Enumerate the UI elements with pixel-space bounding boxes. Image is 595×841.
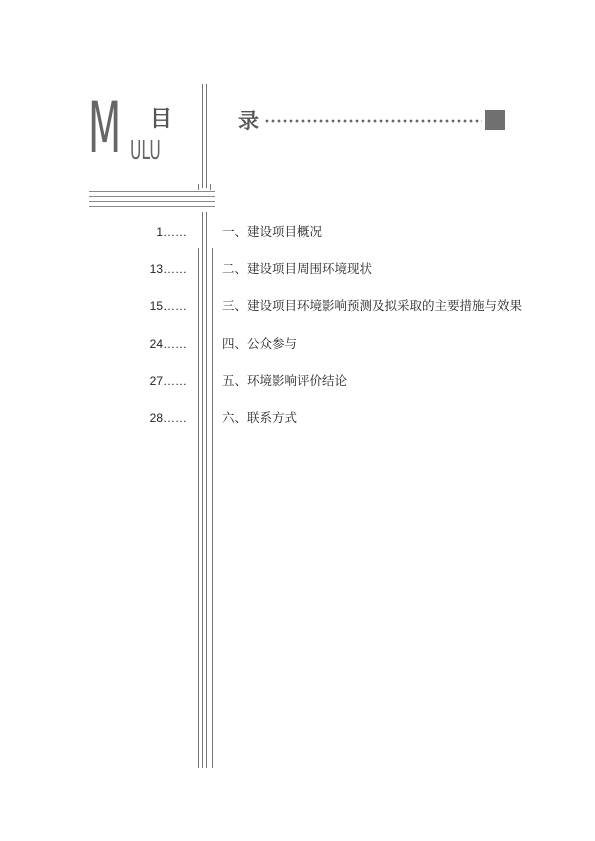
toc-page-number: 27…… bbox=[149, 374, 187, 388]
vertical-rule bbox=[198, 184, 199, 190]
vertical-rule bbox=[198, 248, 199, 768]
title-char-lu: 录 bbox=[238, 109, 259, 133]
title-pinyin: ULU bbox=[130, 136, 161, 166]
toc-entry[interactable] bbox=[0, 371, 595, 391]
toc-entry[interactable] bbox=[0, 222, 595, 242]
vertical-rule bbox=[206, 84, 207, 188]
title-char-mu: 目 bbox=[150, 107, 173, 132]
dotted-leader bbox=[264, 119, 482, 123]
toc-page-number: 15…… bbox=[149, 299, 187, 313]
toc-entry-title: 六、联系方式 bbox=[222, 410, 298, 425]
toc-entry-title: 三、建设项目环境影响预测及拟采取的主要措施与效果 bbox=[222, 298, 523, 313]
horizontal-rule bbox=[89, 201, 215, 202]
square-ornament-icon bbox=[485, 110, 505, 130]
toc-entry[interactable] bbox=[0, 259, 595, 279]
toc-entry[interactable] bbox=[0, 296, 595, 316]
horizontal-rule bbox=[89, 191, 215, 192]
horizontal-rule bbox=[89, 206, 215, 207]
toc-page-number: 13…… bbox=[149, 262, 187, 276]
vertical-rule bbox=[202, 84, 203, 188]
toc-entry[interactable] bbox=[0, 334, 595, 354]
vertical-rule bbox=[212, 248, 213, 768]
decorative-initial-m: M bbox=[88, 87, 122, 169]
toc-entry-title: 四、公众参与 bbox=[222, 336, 298, 351]
toc-page-number: 1…… bbox=[156, 225, 187, 239]
horizontal-rule bbox=[89, 196, 215, 197]
toc-entry[interactable] bbox=[0, 408, 595, 428]
toc-page-number: 28…… bbox=[149, 411, 187, 425]
toc-entry-title: 一、建设项目概况 bbox=[222, 224, 323, 239]
toc-entry-title: 二、建设项目周围环境现状 bbox=[222, 261, 373, 276]
toc-entry-title: 五、环境影响评价结论 bbox=[222, 373, 348, 388]
vertical-rule bbox=[210, 184, 211, 190]
toc-page-number: 24…… bbox=[149, 337, 187, 351]
